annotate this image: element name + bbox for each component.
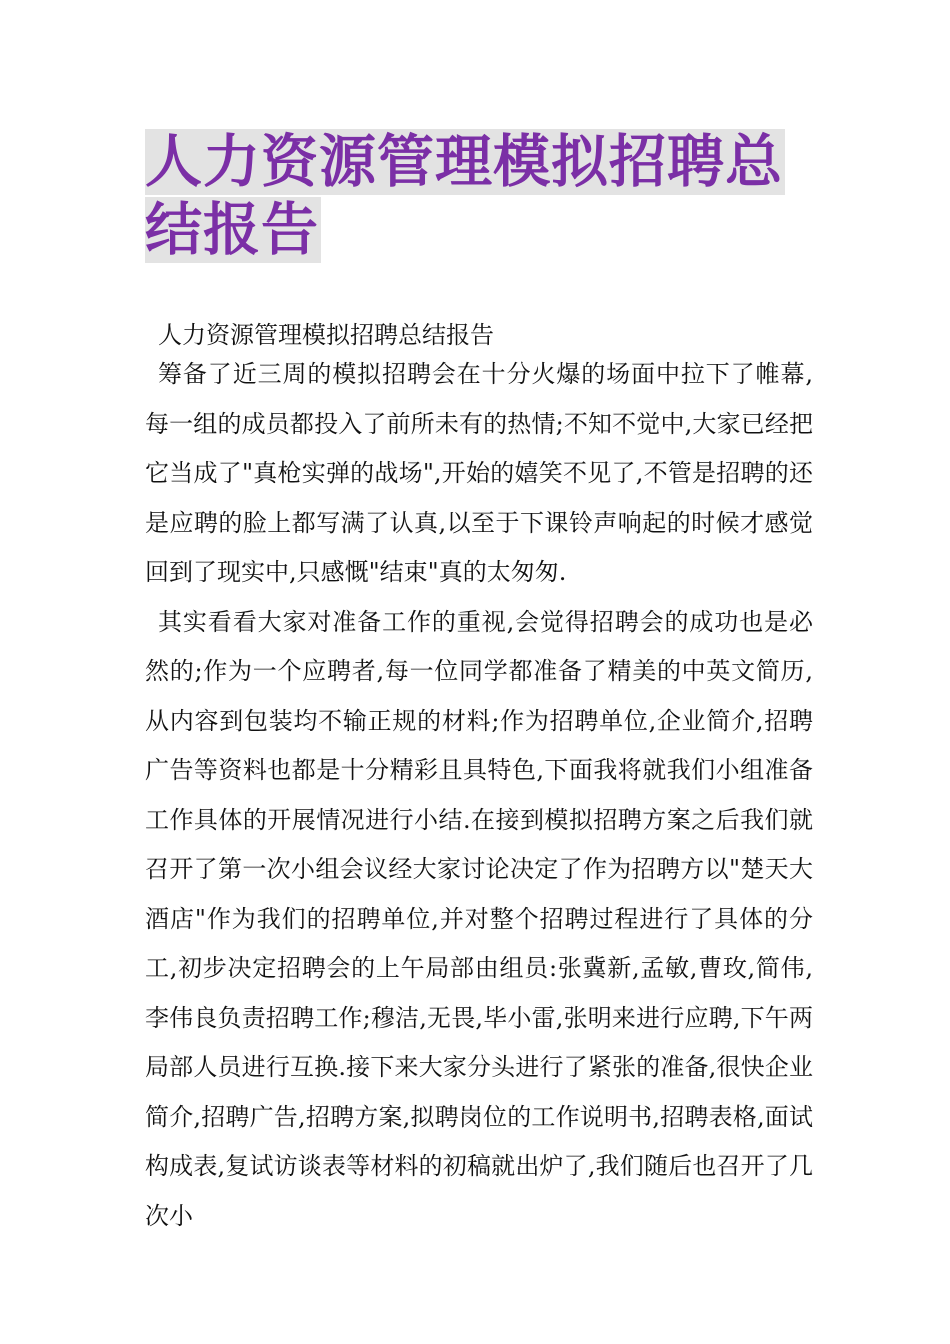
document-body	[145, 320, 813, 1241]
paragraph: 筹备了近三周的模拟招聘会在十分火爆的场面中拉下了帷幕,每一组的成员都投入了前所未有的热情;不知不觉中,大家已经把它当成了"真枪实弹的战场",开始的嬉笑不见了,不管是招聘的还是应聘的脸上都写满了认真,以至于下课铃声响起的时候才感觉回到了现实中,只感慨"结束"真的太匆匆.	[145, 360, 813, 586]
document-title	[145, 128, 825, 264]
paragraph: 其实看看大家对准备工作的重视,会觉得招聘会的成功也是必然的;作为一个应聘者,每一位同学都准备了精美的中英文简历,从内容到包装均不输正规的材料;作为招聘单位,企业简介,招聘广告等资料也都是十分精彩且具特色,下面我将就我们小组准备工作具体的开展情况进行小结.在接到模拟招聘方案之后我们就召开了第一次小组会议经大家讨论决定了作为招聘方以"楚天大酒店"作为我们的招聘单位,并对整个招聘过程进行了具体的分工,初步决定招聘会的上午局部由组员:张冀新,孟敏,曹玫,简伟,李伟良负责招聘工作;穆洁,无畏,毕小雷,张明来进行应聘,下午两局部人员进行互换.接下来大家分头进行了紧张的准备,很快企业简介,招聘广告,招聘方案,拟聘岗位的工作说明书,招聘表格,面试构成表,复试访谈表等材料的初稿就出炉了,我们随后也召开了几次小	[145, 607, 813, 1230]
document-title-text: 人力资源管理模拟招聘总结报告	[145, 129, 783, 263]
document-subtitle: 人力资源管理模拟招聘总结报告	[158, 321, 494, 349]
